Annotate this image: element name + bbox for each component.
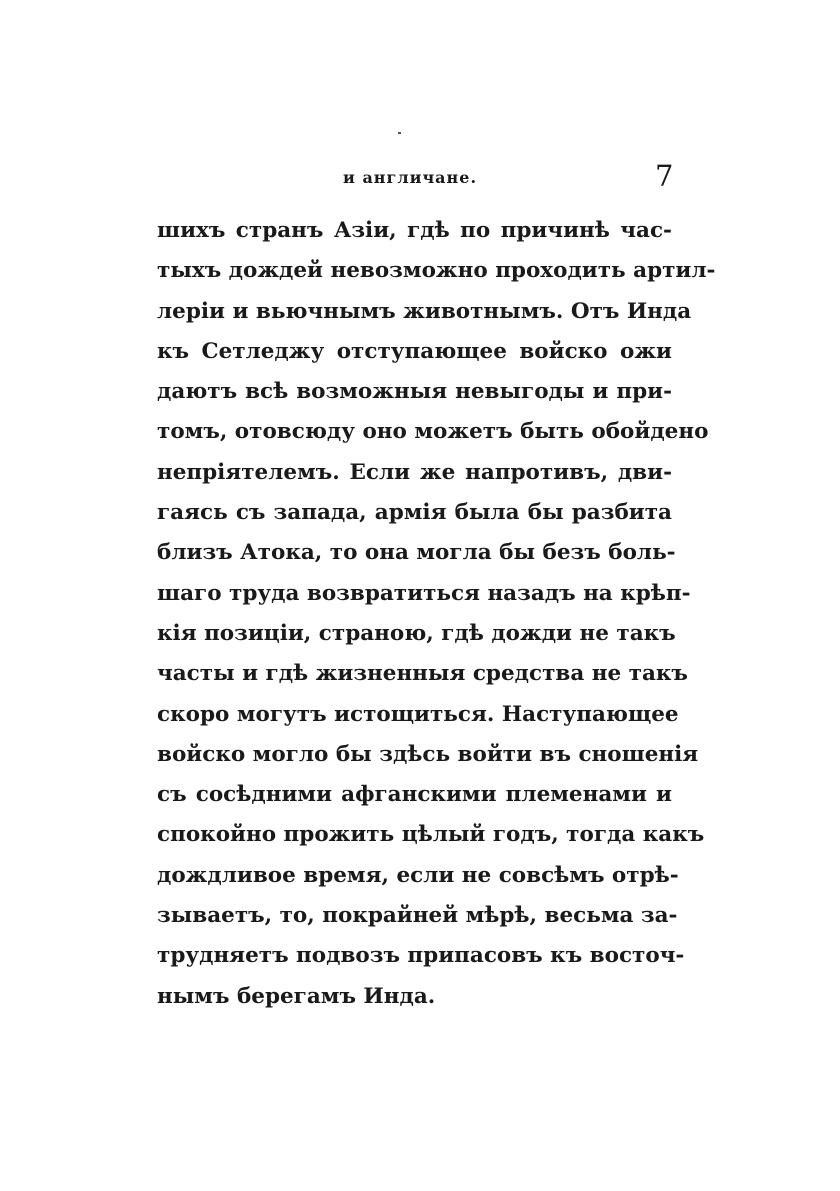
text-line: кія позиціи, страною, гдѣ дожди не такъ (157, 620, 676, 646)
text-line: зываетъ, то, покрайней мѣрѣ, весьма за- (157, 903, 678, 929)
page-number: 7 (655, 159, 674, 193)
text-line: даютъ всѣ возможныя невыгоды и при- (157, 379, 672, 405)
text-line: съ сосѣдними афганскими племенами и (157, 782, 672, 808)
text-line: трудняетъ подвозъ припасовъ къ восточ- (157, 943, 685, 969)
text-line: непріятелемъ. Если же напротивъ, дви- (157, 459, 672, 485)
text-line: гаясь съ запада, армія была бы разбита (157, 500, 672, 526)
text-line: шихъ странъ Азіи, гдѣ по причинѣ час- (157, 218, 672, 243)
text-line: томъ, отовсюду оно можетъ быть обойдено (157, 419, 709, 445)
text-line: спокойно прожить цѣлый годъ, тогда какъ (157, 822, 705, 848)
text-line: тыхъ дождей невозможно проходить артил- (157, 258, 716, 284)
body-text (157, 211, 716, 1017)
text-line: близъ Атока, то она могла бы безъ боль- (157, 540, 676, 566)
print-speck (398, 132, 401, 134)
text-line: къ Сетледжу отступающее войско ожи (157, 338, 672, 364)
text-line: войско могло бы здѣсь войти въ сношенія (157, 741, 699, 767)
text-line: шаго труда возвратиться назадъ на крѣп- (157, 580, 691, 606)
text-line: леріи и вьючнымъ животнымъ. Отъ Инда (157, 298, 692, 324)
text-line: скоро могутъ истощиться. Наступающее (157, 701, 679, 727)
running-title: и англичане. (343, 168, 478, 187)
text-line: дождливое время, если не совсѣмъ отрѣ- (157, 862, 679, 888)
text-line: нымъ берегамъ Инда. (157, 983, 436, 1009)
text-line: часты и гдѣ жизненныя средства не такъ (157, 661, 688, 687)
